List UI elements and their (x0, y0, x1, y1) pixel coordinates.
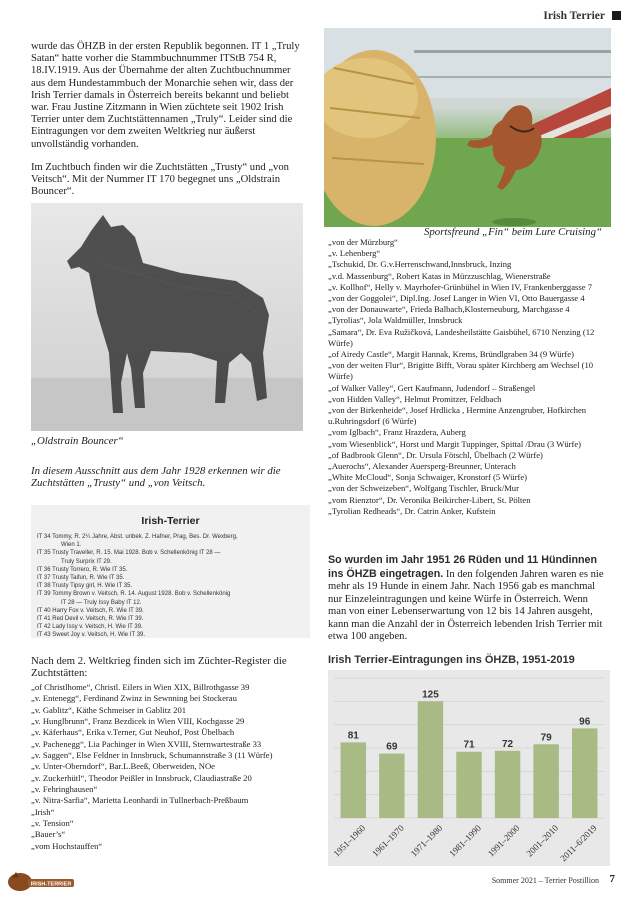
clipping-row: IT 39 Tommy Brown v. Veitsch, R. 14. August 1928. Bob v. Schellenkönig (37, 591, 231, 598)
list-item: „of Badbrook Glenn“, Dr. Ursula Fötschl, Übelbach (2 Würfe) (328, 449, 543, 460)
list-item: „v. Zuckerhütl“, Theodor Peißler in Innsbruck, Claudiastraße 20 (31, 772, 252, 783)
clipping-row: IT 42 Lady Issy v. Veitsch, H. Wie IT 39. (37, 624, 143, 631)
registry-list (31, 682, 309, 852)
kennel-list (328, 237, 618, 517)
chart-tick-label: 1971–1980 (408, 822, 445, 859)
list-item: „v. Käferhaus“, Erika v.Terner, Gut Neuhof, Post Übelbach (31, 727, 235, 738)
list-item: „v. Gablitz“, Käthe Schmeiser in Gablitz 201 (31, 704, 187, 715)
clipping-row: IT 38 Trusty Tipsy girl, H. Wie IT 35. (37, 583, 133, 590)
clipping-row: IT 40 Harry Fox v. Veitsch, R. Wie IT 39. (37, 607, 144, 614)
chart-bar (418, 701, 443, 818)
chart-tick-label: 1961–1970 (370, 822, 406, 859)
list-item: „von Hidden Valley“, Helmut Promitzer, Feldbach (328, 393, 502, 404)
list-item: „v. Pachenegg“, Lia Pachinger in Wien XVIII, Sternwartestraße 33 (31, 738, 262, 749)
chart-bar (456, 752, 481, 818)
clipping-row: IT 36 Trusty Torrero, R. Wie IT 35. (37, 566, 128, 573)
list-item: „v. Lehenberg“ (328, 248, 381, 259)
list-item: „vom Iglbach“, Franz Hrazdera, Auberg (328, 427, 466, 438)
summary-lead: So wurden im Jahr 1951 26 Rüden und 11 Hündinnen ins ÖHZB eingetragen. (328, 554, 598, 580)
list-item: „vom Wiesenblick“, Horst und Margit Tuppinger, Spittal /Drau (3 Würfe) (328, 438, 582, 449)
chart-data-label: 71 (463, 739, 475, 751)
clipping-row: Wien 1. (61, 542, 82, 549)
list-item: „v. Hunglbrunn“, Franz Bezdicek in Wien VIII, Kochgasse 29 (31, 715, 245, 726)
list-item: „vom Rienztor“, Dr. Veronika Beikircher-Libert, St. Pölten (328, 494, 531, 505)
list-item: „von der weiten Flur“, Brigitte Bifft, Vorau später Kirchberg am Wechsel (10 Würfe) (328, 360, 594, 382)
list-item: „v. Fehringhausen“ (31, 783, 98, 794)
footer-issue: Sommer 2021 – Terrier Postillion (491, 876, 599, 885)
clipping-row: IT 34 Tommy, R. 2¼ Jahre, Abst. unbek. Z. Hafner, Prag, Bes. Dr. Wexberg, (37, 534, 238, 540)
clipping-row: IT 43 Sweet Joy v. Veitsch, H. Wie IT 39. (37, 632, 146, 639)
chart-bar (572, 728, 597, 818)
summary-paragraph (328, 554, 608, 644)
list-item: „v. Kollhof“, Helly v. Mayrhofer-Grünbühel in Wien IV, Frankenberggasse 7 (328, 281, 592, 292)
list-item: „White McCloud“, Sonja Schwaiger, Kronstorf (5 Würfe) (328, 472, 528, 483)
list-item: „Tyrolias“, Jola Waldmüller, Innsbruck (328, 315, 463, 326)
chart-title: Irish Terrier-Eintragungen ins ÖHZB, 1951-2019 (328, 654, 575, 666)
list-item: „von der Mürzburg“ (328, 237, 399, 247)
list-item: „v. Unter-Oberndorf“, Bar.L.Beeß, Oberweiden, NOe (31, 761, 215, 772)
fin-photo (324, 28, 611, 227)
chart-tick-label: 1991–2000 (485, 822, 522, 859)
list-item: „v. Tension“ (31, 817, 74, 828)
chart-tick-label: 1951–1960 (331, 822, 368, 859)
list-item: „von der Goggolei“, Dipl.Ing. Josef Langer in Wien VI, Otto Bauergasse 4 (328, 293, 585, 304)
list-item: „Bauer’s“ (31, 829, 66, 840)
summary-body: In den folgenden Jahren waren es nie mehr als 19 Hunde in einem Jahr. Nach 1956 gab es manchmal nur Einzeleintragungen und keine Würfe in Österreich. Wenn man von einer Lebenserwartung von 12 bis 14 Jahren ausgeht, kann man die Anzahl der in Österreich lebenden Irish Terrier mit etwa 100 angeben. (328, 568, 604, 642)
irish-terrier-logo (6, 868, 76, 894)
fin-scene-icon (324, 28, 611, 227)
registrations-chart (328, 654, 610, 870)
excerpt-caption: In diesem Ausschnitt aus dem Jahr 1928 erkennen wir die Zuchtstätten „Trusty“ und „von Veitsch. (31, 465, 281, 490)
chart-data-label: 125 (422, 689, 439, 701)
clipping-row: IT 35 Trusty Traveller, R. 15. Mai 1928. Bob v. Schellenkönig IT 28 — (37, 550, 221, 557)
list-item: „von der Schweizeben“, Wolfgang Tischler, Bruck/Mur (328, 483, 519, 494)
clipping-row: IT 37 Trusty Taifun, R. Wie IT 35. (37, 575, 125, 582)
zuchtbuch-clipping (31, 505, 310, 638)
chart-data-label: 79 (540, 732, 552, 744)
intro-text (31, 41, 307, 198)
list-item: „Irish“ (31, 806, 55, 817)
section-marker (612, 11, 621, 20)
terrier-silhouette-icon (31, 203, 303, 431)
list-item: „v. Entenegg“, Ferdinand Zwinz in Sewnning bei Stockerau (31, 693, 237, 704)
breeder-registry (31, 655, 309, 852)
chart-bar (341, 742, 366, 818)
chart-tick-label: 2001–2010 (524, 822, 561, 859)
chart-tick-label: 2011–6/2019 (558, 822, 599, 864)
clipping-row: Truly Surprix IT 29. (61, 558, 112, 565)
chart-data-label: 69 (386, 741, 398, 753)
list-item: „vom Hochstauffen“ (31, 840, 103, 851)
intro-paragraph-2: Im Zuchtbuch finden wir die Zuchtstätten „Trusty“ und „von Veitsch“. Mit der Nummer IT 170 begegnet uns „Oldstrain Bouncer“. (31, 161, 289, 198)
bar-chart (328, 670, 610, 870)
list-item: „v. Saggen“, Else Feldner in Innsbruck, Schumannstraße 3 (11 Würfe) (31, 749, 273, 760)
list-item: „Tyrolian Redheads“, Dr. Catrin Anker, Kufstein (328, 505, 496, 516)
chart-bar (533, 744, 558, 818)
list-item: „v.d. Massenburg“, Robert Katas in Mürzzuschlag, Wienerstraße (328, 270, 551, 281)
terrier-logo-icon (6, 868, 76, 894)
clipping-row: IT 28 — Truly Issy Baby IT 12. (61, 599, 142, 606)
fin-caption: Sportsfreund „Fin“ beim Lure Cruising“ (424, 226, 602, 238)
clipping-row: IT 41 Red Devil v. Veitsch, R. Wie IT 39. (37, 616, 144, 623)
chart-bar (379, 754, 404, 818)
chart-data-label: 81 (347, 730, 359, 742)
intro-paragraph-1: wurde das ÖHZB in der ersten Republik begonnen. IT 1 „Truly Satan“ hatte vorher die Stammbuchnummer ITStB 754 R, 18.IV.1919. Aus der Übernahme der alten Zuchtbuchnummer aus dem Hundestammbuch der Monarchie sehen wir, dass der Irish Terrier damals in Österreich bereits bekannt und beliebt war. Frau Justine Zitzmann in Wien züchtete seit 1902 Irish Terrier unter dem Zuchtstättennamen „Truly“. Leider sind die Eintragungen vor dem zweiten Weltkrieg nur äußerst unvollständig vorhanden. (31, 41, 300, 150)
chart-tick-label: 1981–1990 (447, 822, 483, 859)
list-item: „Samara“, Dr. Eva Ružičková, Landesheilstätte Gaisbühel, 6710 Nenzing (12 Würfe) (328, 326, 595, 348)
bouncer-caption: „Oldstrain Bouncer“ (31, 435, 124, 447)
bouncer-photo (31, 203, 303, 431)
clipping-title: Irish-Terrier (141, 515, 200, 527)
list-item: „von der Birkenheide“, Josef Hrdlicka , Hermine Anzengruber, Hofkirchen u.Ruhringsdorf (6 Würfe) (328, 405, 587, 427)
page-number: 7 (609, 873, 615, 885)
chart-data-label: 96 (579, 716, 591, 728)
list-item: „of Airedy Castle“, Margit Hannak, Krems, Bründlgraben 34 (9 Würfe) (328, 349, 574, 360)
section-label: Irish Terrier (543, 10, 605, 22)
chart-bar (495, 751, 520, 818)
list-item: „of Christlhome“, Christl. Eilers in Wien XIX, Billrothgasse 39 (31, 681, 250, 692)
list-item: „v. Nitra-Sarfia“, Marietta Leonhardi in Tullnerbach-Preßbaum (31, 795, 249, 806)
list-item: „von der Donauwarte“, Frieda Balbach,Klosterneuburg, Marchgasse 4 (328, 304, 570, 315)
logo-text: IRISH-TERRIER (30, 881, 72, 888)
list-item: „Auerochs“, Alexander Auersperg-Breunner, Unterach (328, 461, 516, 472)
list-item: „of Walker Valley“, Gert Kaufmann, Judendorf – Straßengel (328, 382, 536, 393)
registry-intro: Nach dem 2. Weltkrieg finden sich im Züchter-Register die Zuchtstätten: (31, 655, 287, 680)
chart-data-label: 72 (502, 738, 514, 750)
list-item: „Tschukid, Dr. G.v.Herrenschwand,Innsbruck, Inzing (328, 259, 512, 270)
